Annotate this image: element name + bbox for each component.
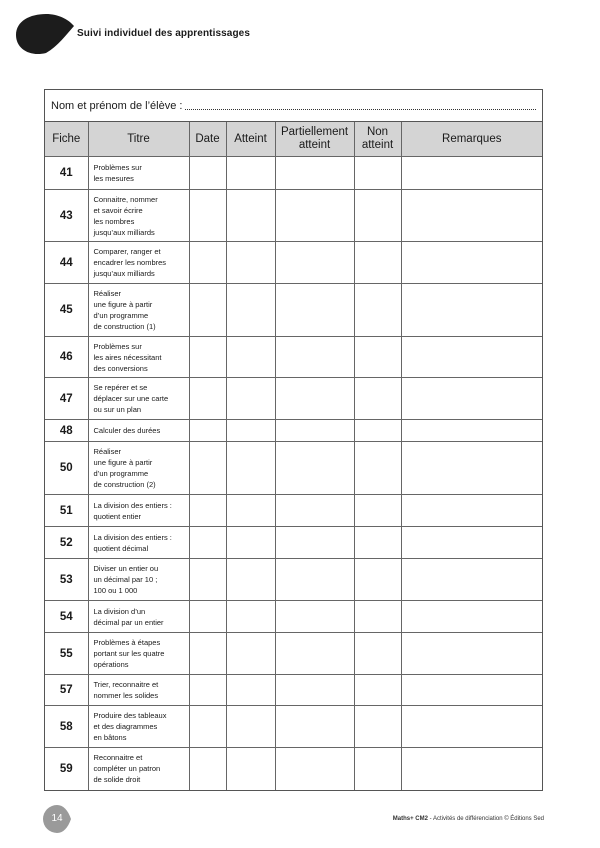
date-cell[interactable]	[189, 748, 226, 790]
table-row	[45, 495, 542, 527]
table-row	[45, 442, 542, 495]
fiche-title-line: les aires nécessitant	[93, 352, 162, 362]
fiche-title-line: déplacer sur une carte	[93, 394, 169, 403]
fiche-title-line: Diviser un entier ou	[93, 564, 159, 573]
atteint-cell[interactable]	[226, 527, 275, 559]
fiche-number: 51	[45, 495, 88, 527]
remarques-cell[interactable]	[401, 706, 542, 748]
fiche-number: 59	[45, 748, 88, 790]
date-cell[interactable]	[189, 337, 226, 378]
partiellement-atteint-cell[interactable]	[275, 378, 354, 420]
fiche-title	[88, 633, 189, 675]
non-atteint-cell[interactable]	[354, 601, 401, 633]
student-name-label: Nom et prénom de l’élève :	[51, 99, 183, 112]
fiche-title-line: et savoir écrire	[93, 205, 143, 215]
date-cell[interactable]	[189, 633, 226, 675]
partiellement-atteint-cell[interactable]	[275, 633, 354, 675]
date-cell[interactable]	[189, 378, 226, 420]
fiche-title-line: La division des entiers :	[93, 500, 172, 510]
col-remarques-header: Remarques	[401, 122, 542, 157]
table-header-row	[45, 122, 542, 157]
table-row	[45, 284, 542, 337]
remarques-cell[interactable]	[401, 157, 542, 190]
remarques-cell[interactable]	[401, 633, 542, 675]
date-cell[interactable]	[189, 601, 226, 633]
fiche-title-line: Reconnaitre et	[93, 753, 143, 763]
atteint-cell[interactable]	[226, 378, 275, 420]
non-atteint-cell[interactable]	[354, 420, 401, 442]
atteint-cell[interactable]	[226, 748, 275, 790]
table-row	[45, 157, 542, 190]
partiellement-atteint-cell[interactable]	[275, 495, 354, 527]
tracking-sheet	[44, 89, 543, 791]
student-name-field[interactable]	[45, 90, 542, 122]
fiche-title-line: Réaliser	[93, 447, 122, 456]
table-row	[45, 190, 542, 242]
non-atteint-cell[interactable]	[354, 242, 401, 284]
fiche-title-line: quotient entier	[93, 511, 142, 521]
table-row	[45, 706, 542, 748]
remarques-cell[interactable]	[401, 601, 542, 633]
atteint-cell[interactable]	[226, 495, 275, 527]
non-atteint-cell[interactable]	[354, 378, 401, 420]
remarques-cell[interactable]	[401, 378, 542, 420]
fiche-number: 50	[45, 442, 88, 495]
remarques-cell[interactable]	[401, 190, 542, 242]
fiche-title-line: Problèmes à étapes	[93, 638, 161, 647]
footer-book-title: Maths+ CM2	[392, 816, 428, 822]
fiche-number: 47	[45, 378, 88, 420]
date-cell[interactable]	[189, 527, 226, 559]
fiche-title-line: Produire des tableaux	[93, 711, 167, 720]
fiche-title-line: Comparer, ranger et	[93, 247, 161, 256]
non-atteint-cell[interactable]	[354, 559, 401, 601]
page-number: 14	[51, 813, 63, 824]
footer-credit-text: - Activités de différenciation © Éditions Sed	[427, 816, 544, 822]
partiellement-atteint-cell[interactable]	[275, 420, 354, 442]
fiche-title-line: Réaliser	[93, 289, 122, 298]
fiche-title-line: La division des entiers :	[93, 532, 172, 542]
fiche-title-line: Trier, reconnaitre et	[93, 680, 159, 689]
fiche-title-line: d’un programme	[93, 311, 149, 320]
non-atteint-cell[interactable]	[354, 706, 401, 748]
date-cell[interactable]	[189, 442, 226, 495]
footer-credit	[393, 816, 544, 822]
fiche-title	[88, 378, 189, 420]
partiellement-atteint-cell[interactable]	[275, 284, 354, 337]
fiche-title-line: jusqu’aux milliards	[93, 269, 155, 278]
date-cell[interactable]	[189, 284, 226, 337]
col-titre-header: Titre	[88, 122, 189, 157]
fiche-title	[88, 675, 189, 706]
fiche-number: 45	[45, 284, 88, 337]
fiche-title-line: 100 ou 1 000	[93, 586, 138, 595]
fiche-title-line: une figure à partir	[93, 300, 153, 309]
atteint-cell[interactable]	[226, 442, 275, 495]
fiche-number: 57	[45, 675, 88, 706]
partiellement-atteint-cell[interactable]	[275, 601, 354, 633]
col-partiellement-atteint-header: Partiellement atteint	[275, 122, 354, 157]
non-atteint-cell[interactable]	[354, 527, 401, 559]
table-row	[45, 559, 542, 601]
fiche-title-line: un décimal par 10 ;	[93, 575, 158, 584]
fiche-number: 52	[45, 527, 88, 559]
fiche-title-line: La division d’un	[93, 606, 146, 616]
fiche-title-line: Problèmes sur	[93, 163, 142, 172]
table-row	[45, 378, 542, 420]
fiche-title-line: opérations	[93, 660, 129, 669]
atteint-cell[interactable]	[226, 190, 275, 242]
non-atteint-cell[interactable]	[354, 157, 401, 190]
page-header-title: Suivi individuel des apprentissages	[77, 28, 250, 39]
date-cell[interactable]	[189, 190, 226, 242]
table-row	[45, 633, 542, 675]
remarques-cell[interactable]	[401, 495, 542, 527]
non-atteint-cell[interactable]	[354, 633, 401, 675]
table-row	[45, 420, 542, 442]
partiellement-atteint-cell[interactable]	[275, 442, 354, 495]
partiellement-atteint-cell[interactable]	[275, 559, 354, 601]
date-cell[interactable]	[189, 675, 226, 706]
table-row	[45, 527, 542, 559]
fiche-title-line: de solide droit	[93, 775, 141, 785]
fiche-title-line: ou sur un plan	[93, 405, 142, 414]
partiellement-atteint-cell[interactable]	[275, 157, 354, 190]
header-decoration-shape	[12, 13, 76, 55]
atteint-cell[interactable]	[226, 675, 275, 706]
fiche-title-line: les mesures	[93, 174, 134, 183]
fiche-title	[88, 442, 189, 495]
table-row	[45, 337, 542, 378]
non-atteint-cell[interactable]	[354, 284, 401, 337]
fiche-title	[88, 748, 189, 790]
atteint-cell[interactable]	[226, 601, 275, 633]
fiche-title-line: nommer les solides	[93, 691, 159, 700]
fiche-title	[88, 190, 189, 242]
fiche-number: 58	[45, 706, 88, 748]
fiche-title	[88, 601, 189, 633]
fiche-title	[88, 337, 189, 378]
remarques-cell[interactable]	[401, 337, 542, 378]
atteint-cell[interactable]	[226, 706, 275, 748]
partiellement-atteint-cell[interactable]	[275, 190, 354, 242]
date-cell[interactable]	[189, 706, 226, 748]
fiche-title-line: des conversions	[93, 363, 148, 373]
atteint-cell[interactable]	[226, 157, 275, 190]
date-cell[interactable]	[189, 559, 226, 601]
fiche-title-line: encadrer les nombres	[93, 258, 167, 267]
fiche-number: 46	[45, 337, 88, 378]
table-row	[45, 601, 542, 633]
non-atteint-cell[interactable]	[354, 442, 401, 495]
fiche-title-line: jusqu’aux milliards	[93, 227, 155, 237]
atteint-cell[interactable]	[226, 242, 275, 284]
table-row	[45, 242, 542, 284]
fiche-title-line: compléter un patron	[93, 764, 161, 774]
fiche-number: 43	[45, 190, 88, 242]
remarques-cell[interactable]	[401, 420, 542, 442]
fiche-title	[88, 706, 189, 748]
remarques-cell[interactable]	[401, 559, 542, 601]
fiche-title-line: et des diagrammes	[93, 722, 158, 731]
table-row	[45, 748, 542, 790]
fiche-title	[88, 284, 189, 337]
remarques-cell[interactable]	[401, 527, 542, 559]
date-cell[interactable]	[189, 495, 226, 527]
date-cell[interactable]	[189, 420, 226, 442]
atteint-cell[interactable]	[226, 559, 275, 601]
partiellement-atteint-cell[interactable]	[275, 706, 354, 748]
fiche-title-line: en bâtons	[93, 733, 127, 742]
remarques-cell[interactable]	[401, 442, 542, 495]
fiche-title-line: portant sur les quatre	[93, 649, 165, 658]
fiche-number: 48	[45, 420, 88, 442]
non-atteint-cell[interactable]	[354, 675, 401, 706]
fiche-title-line: décimal par un entier	[93, 617, 164, 627]
table-row	[45, 675, 542, 706]
date-cell[interactable]	[189, 242, 226, 284]
non-atteint-cell[interactable]	[354, 748, 401, 790]
fiche-number: 53	[45, 559, 88, 601]
col-atteint-header: Atteint	[226, 122, 275, 157]
date-cell[interactable]	[189, 157, 226, 190]
name-dotted-line	[185, 109, 536, 110]
fiche-number: 54	[45, 601, 88, 633]
table-body	[45, 157, 542, 790]
fiche-title-line: une figure à partir	[93, 458, 153, 467]
fiche-title-line: d’un programme	[93, 469, 149, 478]
fiche-number: 55	[45, 633, 88, 675]
atteint-cell[interactable]	[226, 420, 275, 442]
fiche-title-line: quotient décimal	[93, 543, 149, 553]
partiellement-atteint-cell[interactable]	[275, 242, 354, 284]
atteint-cell[interactable]	[226, 633, 275, 675]
remarques-cell[interactable]	[401, 748, 542, 790]
non-atteint-cell[interactable]	[354, 190, 401, 242]
remarques-cell[interactable]	[401, 675, 542, 706]
fiche-title-line: de construction (2)	[93, 480, 156, 489]
partiellement-atteint-cell[interactable]	[275, 337, 354, 378]
non-atteint-cell[interactable]	[354, 337, 401, 378]
fiche-title-line: Connaitre, nommer	[93, 194, 158, 204]
atteint-cell[interactable]	[226, 337, 275, 378]
remarques-cell[interactable]	[401, 284, 542, 337]
fiche-number: 44	[45, 242, 88, 284]
fiche-title	[88, 559, 189, 601]
atteint-cell[interactable]	[226, 284, 275, 337]
progress-table	[45, 122, 542, 790]
fiche-title-line: les nombres	[93, 216, 135, 226]
remarques-cell[interactable]	[401, 242, 542, 284]
non-atteint-cell[interactable]	[354, 495, 401, 527]
fiche-number: 41	[45, 157, 88, 190]
fiche-title	[88, 420, 189, 442]
fiche-title	[88, 242, 189, 284]
fiche-title-line: Calculer des durées	[93, 426, 161, 435]
fiche-title-line: de construction (1)	[93, 322, 156, 331]
col-date-header: Date	[189, 122, 226, 157]
partiellement-atteint-cell[interactable]	[275, 675, 354, 706]
partiellement-atteint-cell[interactable]	[275, 748, 354, 790]
partiellement-atteint-cell[interactable]	[275, 527, 354, 559]
fiche-title	[88, 495, 189, 527]
col-non-atteint-header: Non atteint	[354, 122, 401, 157]
fiche-title	[88, 157, 189, 190]
fiche-title	[88, 527, 189, 559]
col-fiche-header: Fiche	[45, 122, 88, 157]
fiche-title-line: Problèmes sur	[93, 341, 142, 351]
fiche-title-line: Se repérer et se	[93, 383, 148, 392]
